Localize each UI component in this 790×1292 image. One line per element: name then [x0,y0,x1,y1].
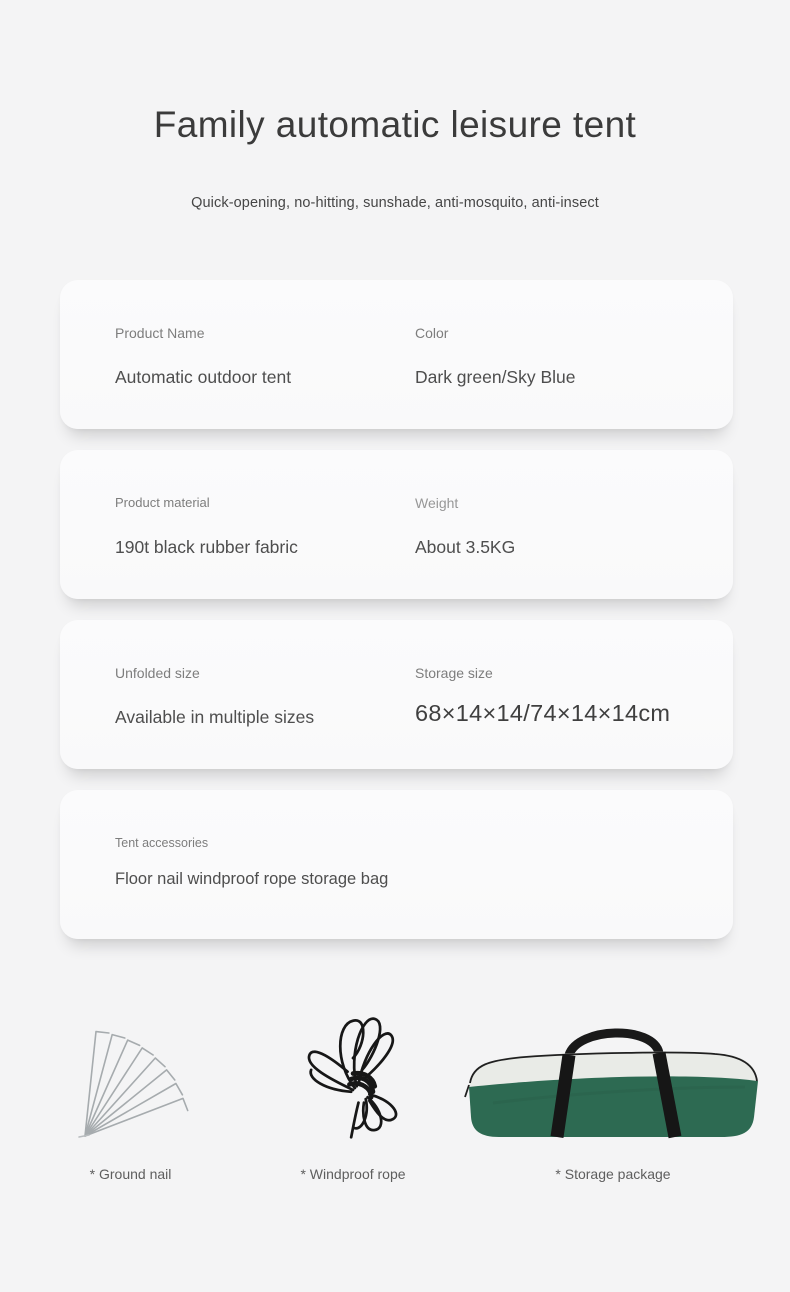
spec-field-storage-size [415,664,733,769]
spec-card-material-weight [60,450,733,599]
spec-card-sizes [60,620,733,769]
spec-field-product-name [115,324,415,429]
accessory-row [0,1008,790,1182]
spec-field-material [115,494,415,599]
page-title: Family automatic leisure tent [153,104,637,145]
spec-value: 68×14×14/74×14×14cm [415,700,671,726]
spec-label: Weight [415,495,459,511]
windproof-rope-icon [298,1008,408,1140]
accessory-ground-nail [48,1008,213,1182]
spec-label: Product Name [115,325,205,341]
spec-value: Dark green/Sky Blue [415,367,576,387]
spec-label: Tent accessories [115,836,209,850]
spec-card-name-color [60,280,733,429]
storage-package-icon [463,1025,763,1140]
accessory-label: * Storage package [555,1166,671,1182]
spec-label: Unfolded size [115,665,200,681]
spec-value: Automatic outdoor tent [115,367,292,387]
accessory-label: * Windproof rope [300,1166,406,1182]
spec-label: Color [415,325,449,341]
spec-label: Storage size [415,665,493,681]
page-subtitle: Quick-opening, no-hitting, sunshade, anti-mosquito, anti-insect [191,195,599,211]
spec-field-color [415,324,733,429]
ground-nail-icon [55,1008,207,1140]
spec-field-tent-accessories [115,834,415,939]
storage-package-figure [458,1008,768,1140]
accessory-windproof-rope [268,1008,438,1182]
spec-field-unfolded-size [115,664,415,769]
spec-label: Product material [115,495,210,510]
spec-value: About 3.5KG [415,537,516,557]
spec-cards [60,280,733,939]
spec-card-accessories [60,790,733,939]
spec-field-weight [415,494,733,599]
spec-value: Available in multiple sizes [115,707,315,727]
ground-nail-figure [48,1008,213,1140]
spec-value: 190t black rubber fabric [115,537,298,557]
windproof-rope-figure [268,1008,438,1140]
spec-value: Floor nail windproof rope storage bag [115,870,389,888]
accessory-storage-package [458,1008,768,1182]
accessory-label: * Ground nail [89,1166,172,1182]
